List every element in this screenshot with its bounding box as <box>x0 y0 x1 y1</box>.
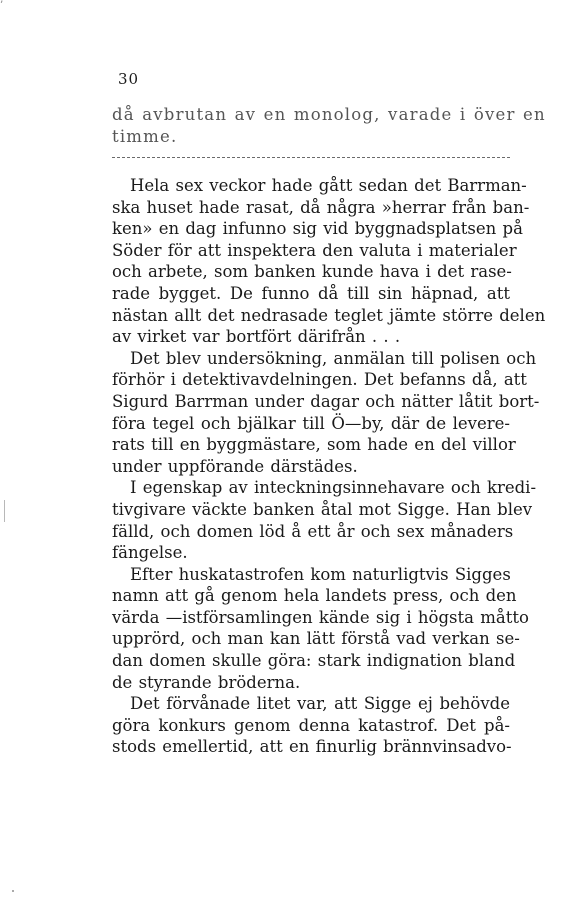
text-line: ken» en dag infunno sig vid byggnadsplatsen på <box>112 219 523 239</box>
text-line: Efter huskatastrofen kom naturligtvis Sigges <box>130 564 511 584</box>
text-line: Det förvånade litet var, att Sigge ej behövde <box>130 694 510 714</box>
text-line: de styrande bröderna. <box>112 672 301 692</box>
text-line: timme. <box>112 126 178 146</box>
text-line: I egenskap av inteckningsinnehavare och kredi- <box>130 478 537 498</box>
text-line: och arbete, som banken kunde hava i det rase- <box>112 262 512 282</box>
text-line: namn att gå genom hela landets press, och den <box>112 586 517 606</box>
scan-dust-mark <box>12 890 14 892</box>
text-line: rade bygget. De funno då till sin häpnad, att <box>112 283 510 303</box>
text-line: dan domen skulle göra: stark indignation bland <box>112 651 516 671</box>
text-line: ska huset hade rasat, då några »herrar från ban- <box>112 197 530 217</box>
text-line: då avbrutan av en monolog, varade i över en <box>112 105 546 124</box>
text-line: av virket var bortfört därifrån . . . <box>112 327 401 347</box>
text-line: stods emellertid, att en finurlig brännvinsadvo- <box>112 737 512 757</box>
body-text <box>112 175 546 758</box>
page-number: 30 <box>118 70 140 88</box>
text-line: Det blev undersökning, anmälan till polisen och <box>130 348 537 368</box>
scan-edge-mark <box>4 500 5 522</box>
text-line: under uppförande därstädes. <box>112 456 358 476</box>
section-divider <box>112 157 510 158</box>
text-line: Sigurd Barrman under dagar och nätter låtit bort- <box>112 391 540 411</box>
scan-corner-mark: ’ <box>0 0 4 11</box>
text-line: föra tegel och bjälkar till Ö—by, där de levere- <box>112 413 510 433</box>
text-line: upprörd, och man kan lätt förstå vad verkan se- <box>112 629 520 649</box>
text-line: fängelse. <box>112 543 188 563</box>
text-line: tivgivare väckte banken åtal mot Sigge. Han blev <box>112 499 533 519</box>
text-line: Hela sex veckor hade gått sedan det Barrman- <box>130 176 527 195</box>
text-line: rats till en byggmästare, som hade en del villor <box>112 435 516 455</box>
continued-text <box>112 104 546 147</box>
text-line: Söder för att inspektera den valuta i materialer <box>112 240 517 260</box>
text-line: förhör i detektivavdelningen. Det befanns då, att <box>112 370 527 390</box>
text-line: värda —istförsamlingen kände sig i högsta måtto <box>112 607 529 627</box>
text-line: fälld, och domen löd å ett år och sex månaders <box>112 521 514 541</box>
text-line: göra konkurs genom denna katastrof. Det på- <box>112 715 510 735</box>
text-line: nästan allt det nedrasade teglet jämte större delen <box>112 305 546 325</box>
